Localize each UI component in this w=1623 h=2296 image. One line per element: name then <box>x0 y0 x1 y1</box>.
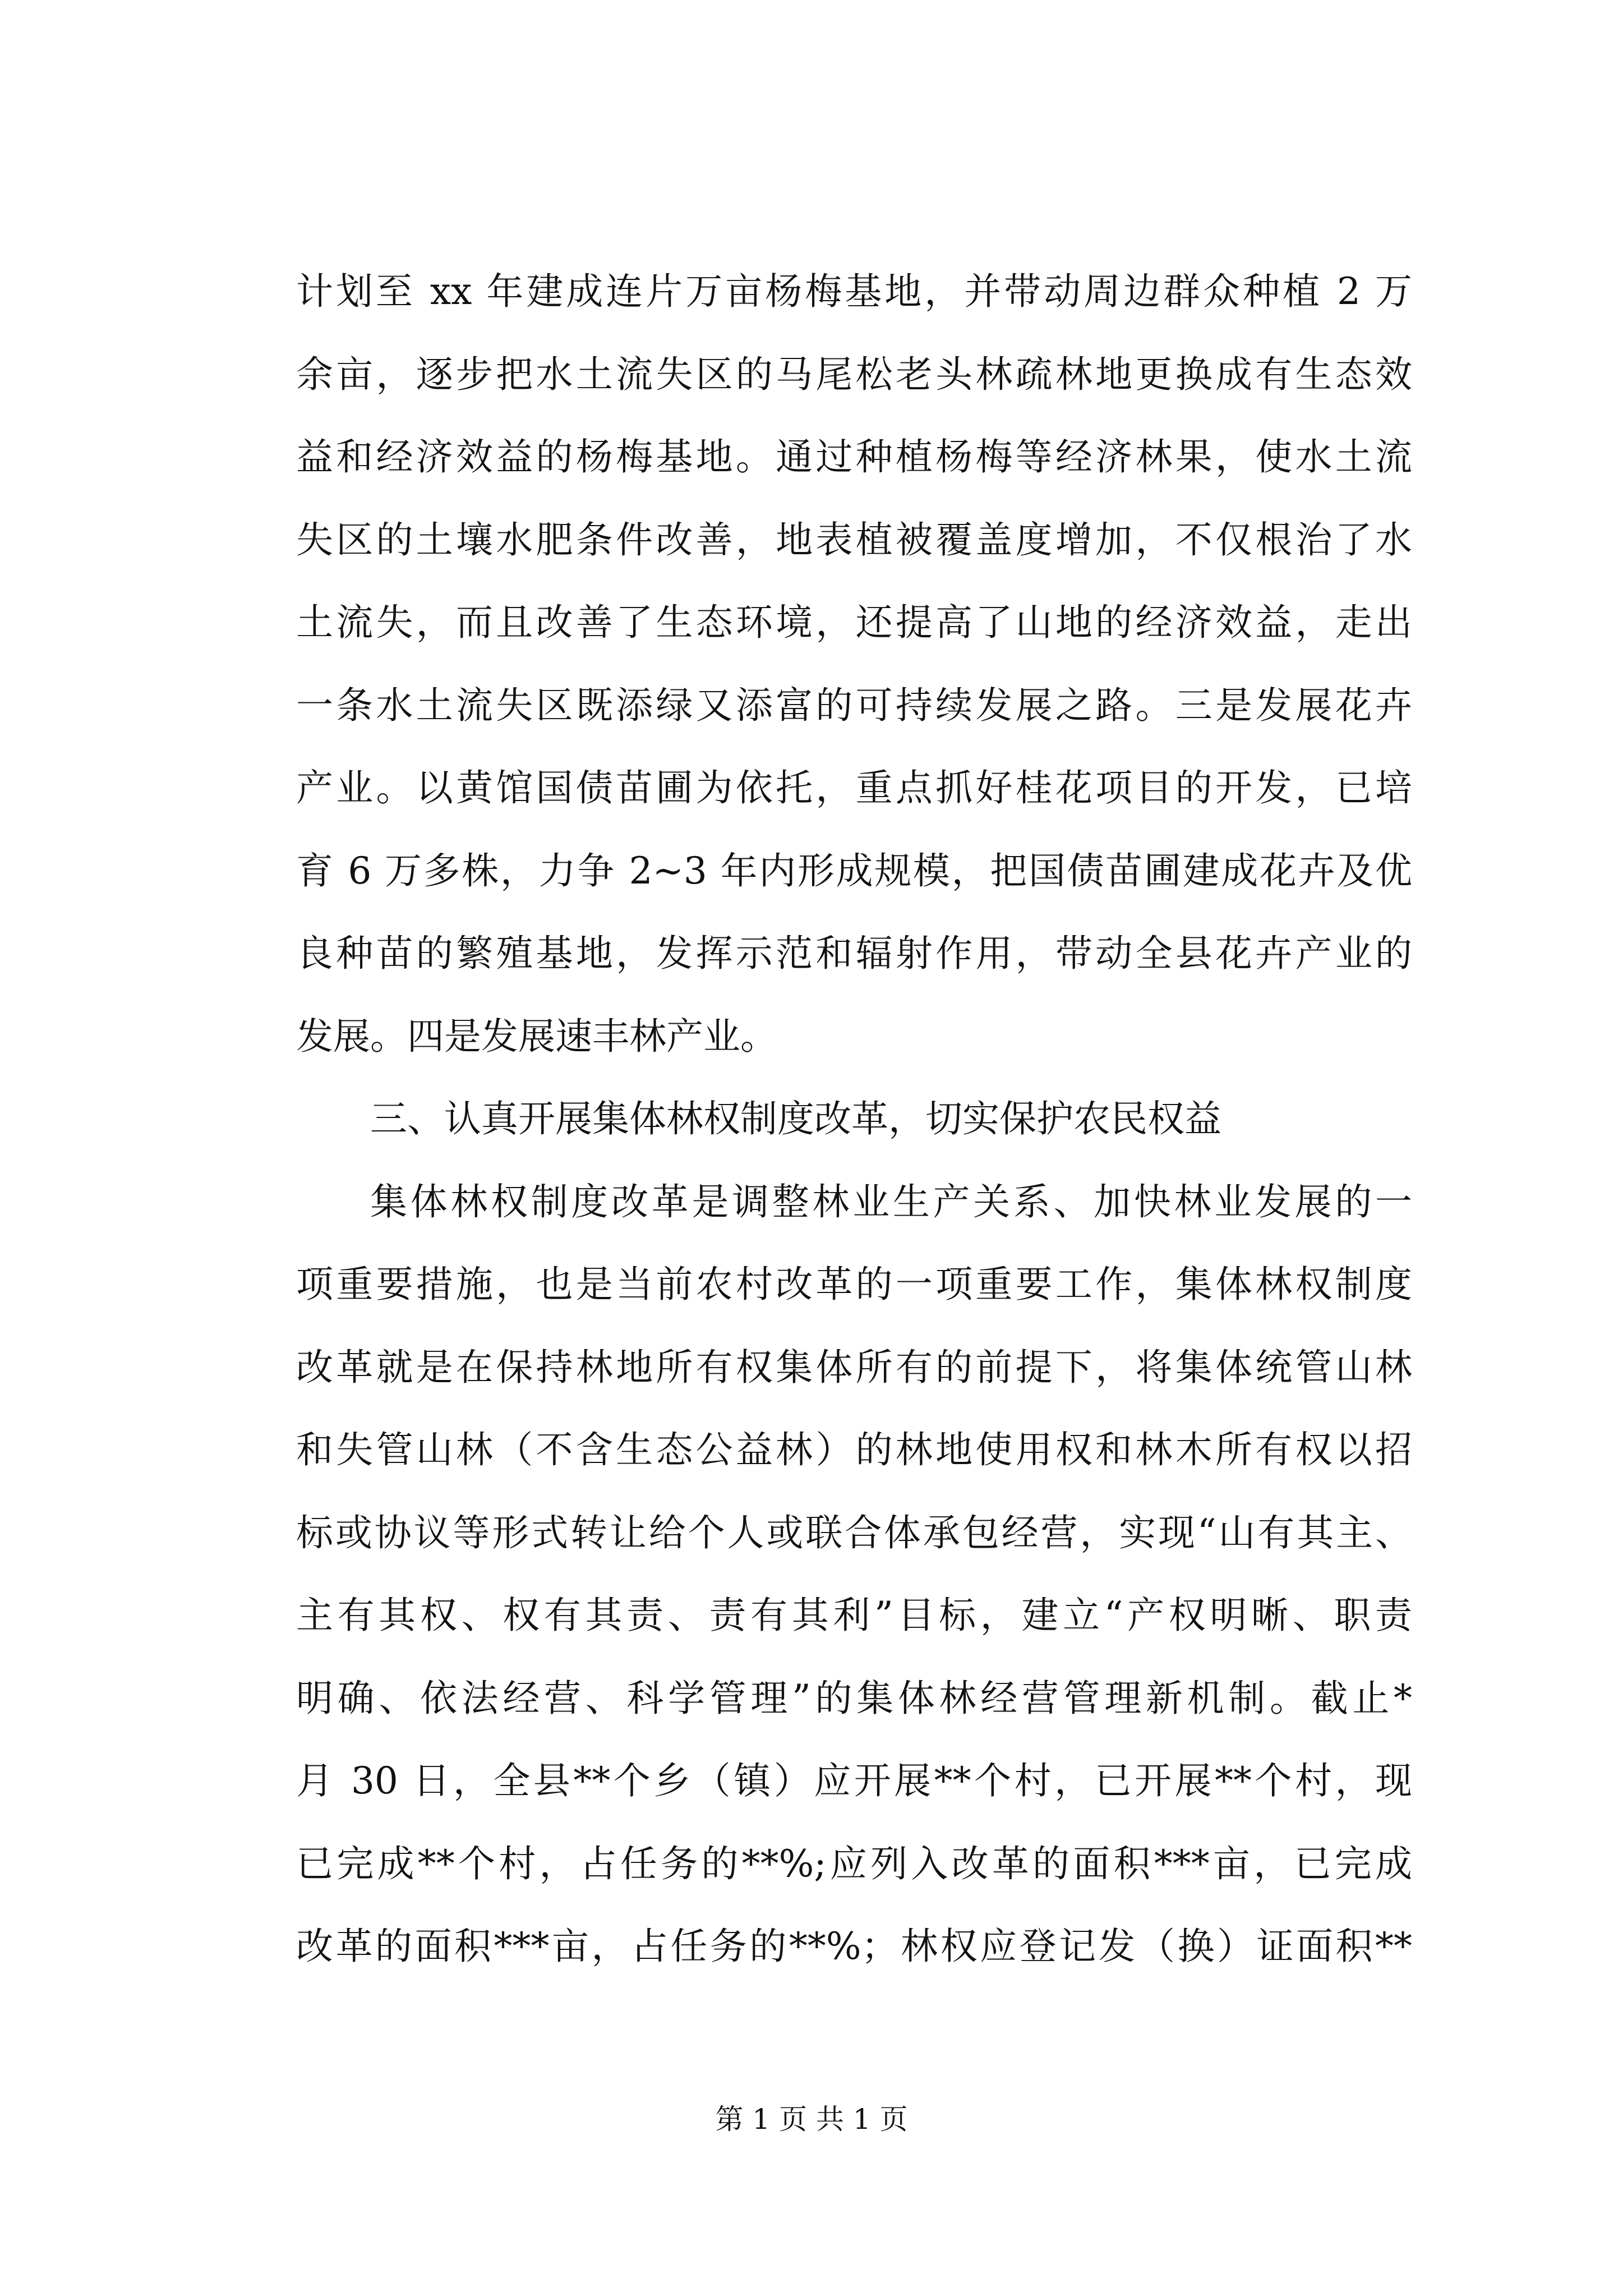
text-line: 产业。以黄馆国债苗圃为依托，重点抓好桂花项目的开发，已培 <box>296 766 1412 809</box>
section-heading: 三、认真开展集体林权制度改革，切实保护农民权益 <box>370 1097 1221 1140</box>
text-line: 土流失，而且改善了生态环境，还提高了山地的经济效益，走出 <box>296 601 1412 644</box>
text-line: 月 30 日，全县**个乡（镇）应开展**个村，已开展**个村，现 <box>296 1759 1412 1802</box>
text-line: 一条水土流失区既添绿又添富的可持续发展之路。三是发展花卉 <box>296 683 1412 727</box>
text-line: 主有其权、权有其责、责有其利”目标，建立“产权明晰、职责 <box>296 1594 1412 1637</box>
text-line: 改革就是在保持林地所有权集体所有的前提下，将集体统管山林 <box>296 1345 1412 1389</box>
text-line: 余亩，逐步把水土流失区的马尾松老头林疏林地更换成有生态效 <box>296 352 1412 396</box>
text-line: 项重要措施，也是当前农村改革的一项重要工作，集体林权制度 <box>296 1263 1412 1306</box>
text-line: 育 6 万多株，力争 2~3 年内形成规模，把国债苗圃建成花卉及优 <box>296 849 1412 892</box>
text-line: 计划至 xx 年建成连片万亩杨梅基地，并带动周边群众种植 2 万 <box>296 270 1412 313</box>
text-line: 失区的土壤水肥条件改善，地表植被覆盖度增加，不仅根治了水 <box>296 518 1412 562</box>
text-line: 集体林权制度改革是调整林业生产关系、加快林业发展的一 <box>370 1180 1412 1223</box>
body-text <box>296 250 1412 1988</box>
page-footer: 第 1 页 共 1 页 <box>715 2103 908 2136</box>
text-line: 标或协议等形式转让给个人或联合体承包经营，实现“山有其主、 <box>296 1511 1412 1554</box>
text-line: 益和经济效益的杨梅基地。通过种植杨梅等经济林果，使水土流 <box>296 435 1412 478</box>
text-line: 改革的面积***亩，占任务的**%；林权应登记发（换）证面积** <box>296 1925 1412 1968</box>
text-line: 明确、依法经营、科学管理”的集体林经营管理新机制。截止* <box>296 1676 1412 1720</box>
text-line: 良种苗的繁殖基地，发挥示范和辐射作用，带动全县花卉产业的 <box>296 932 1412 975</box>
text-line: 已完成**个村，占任务的**%;应列入改革的面积***亩，已完成 <box>296 1842 1412 1885</box>
text-line: 发展。四是发展速丰林产业。 <box>296 1014 777 1058</box>
text-line: 和失管山林（不含生态公益林）的林地使用权和林木所有权以招 <box>296 1428 1412 1471</box>
